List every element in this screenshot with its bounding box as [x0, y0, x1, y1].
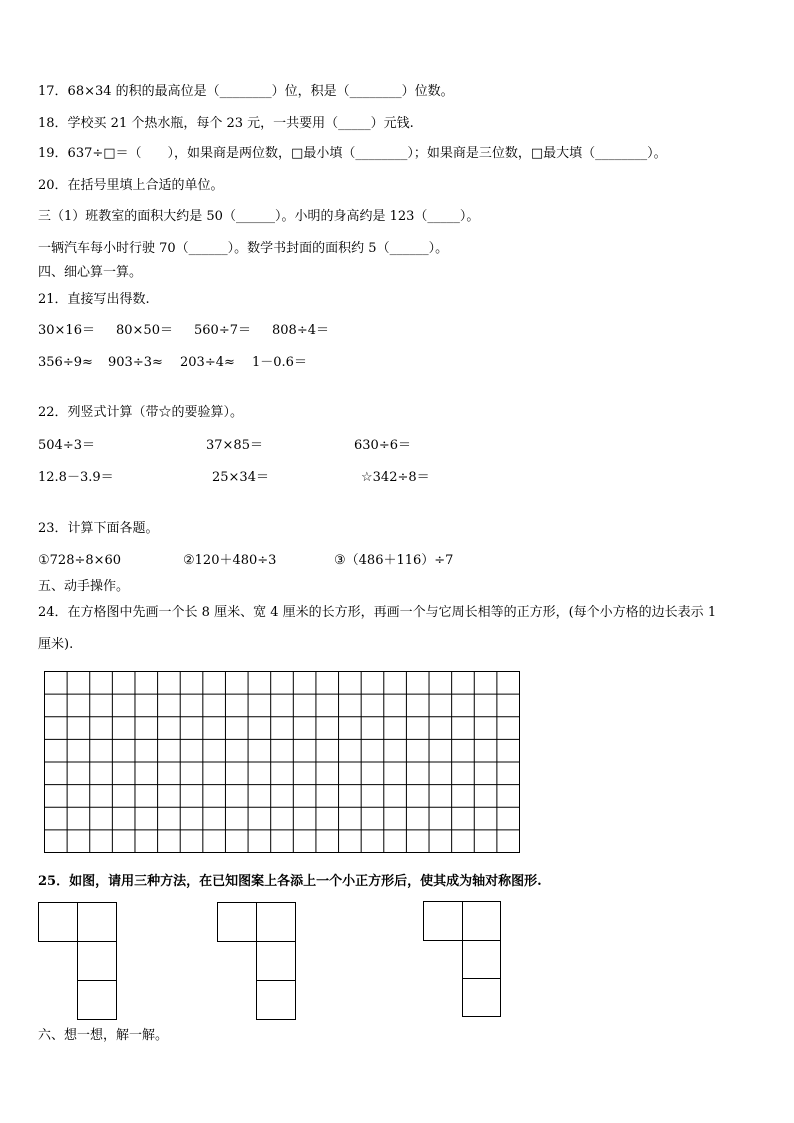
figure-1: [38, 902, 118, 1020]
question-22: 22．列竖式计算（带☆的要验算）。: [38, 405, 244, 420]
figure-1-square: [38, 902, 78, 942]
figure-2-square: [256, 941, 296, 981]
q22-item: ☆342÷8＝: [361, 470, 430, 485]
q21-item: 560÷7＝: [194, 323, 251, 338]
question-19: 19．637÷□＝（ ），如果商是两位数，□最小填（________）；如果商是三位数，□最大填（________）。: [38, 146, 667, 161]
figure-2-square: [256, 980, 296, 1020]
figure-3: [423, 901, 501, 1017]
question-20-part-b: 一辆汽车每小时行驶 70（______）。数学书封面的面积约 5（______）。: [38, 241, 449, 256]
q22-item: 12.8－3.9＝: [38, 470, 114, 485]
figure-1-square: [77, 902, 117, 942]
q23-item: ③（486＋116）÷7: [334, 553, 454, 568]
q21-item: 903÷3≈: [108, 355, 163, 370]
q21-item: 356÷9≈: [38, 355, 93, 370]
q23-item: ②120＋480÷3: [183, 553, 277, 568]
figure-3-square: [462, 940, 501, 979]
question-24-line-2: 厘米).: [38, 637, 74, 652]
q22-item: 630÷6＝: [354, 438, 411, 453]
section-5-heading: 五、动手操作。: [38, 579, 130, 594]
figure-3-square: [423, 901, 463, 941]
q21-item: 808÷4＝: [272, 323, 329, 338]
q21-item: 1－0.6＝: [252, 355, 307, 370]
square-grid: [44, 671, 520, 853]
figure-2-square: [217, 902, 257, 942]
question-21: 21．直接写出得数.: [38, 292, 150, 307]
question-25: 25．如图，请用三种方法，在已知图案上各添上一个小正方形后，使其成为轴对称图形.: [38, 874, 542, 889]
section-6-heading: 六、想一想，解一解。: [38, 1028, 169, 1043]
q21-item: 203÷4≈: [180, 355, 235, 370]
question-20: 20．在括号里填上合适的单位。: [38, 178, 224, 193]
figure-1-square: [77, 980, 117, 1020]
figure-2: [217, 902, 297, 1020]
q22-item: 504÷3＝: [38, 438, 95, 453]
figure-3-square: [462, 901, 501, 941]
question-24-line-1: 24．在方格图中先画一个长 8 厘米、宽 4 厘米的长方形，再画一个与它周长相等的正方形，(每个小方格的边长表示 1: [38, 605, 717, 620]
figure-1-square: [77, 941, 117, 981]
section-4-heading: 四、细心算一算。: [38, 265, 143, 280]
q21-item: 30×16＝: [38, 323, 95, 338]
q23-item: ①728÷8×60: [38, 553, 122, 568]
question-23: 23．计算下面各题。: [38, 521, 159, 536]
q22-item: 25×34＝: [212, 470, 269, 485]
question-18: 18．学校买 21 个热水瓶，每个 23 元，一共要用（_____）元钱.: [38, 116, 414, 131]
figure-2-square: [256, 902, 296, 942]
question-20-part-a: 三（1）班教室的面积大约是 50（______）。小明的身高约是 123（_____）。: [38, 209, 480, 224]
q22-item: 37×85＝: [206, 438, 263, 453]
figure-3-square: [462, 978, 501, 1017]
question-17: 17．68×34 的积的最高位是（________）位，积是（________）位数。: [38, 84, 454, 99]
q21-item: 80×50＝: [116, 323, 173, 338]
